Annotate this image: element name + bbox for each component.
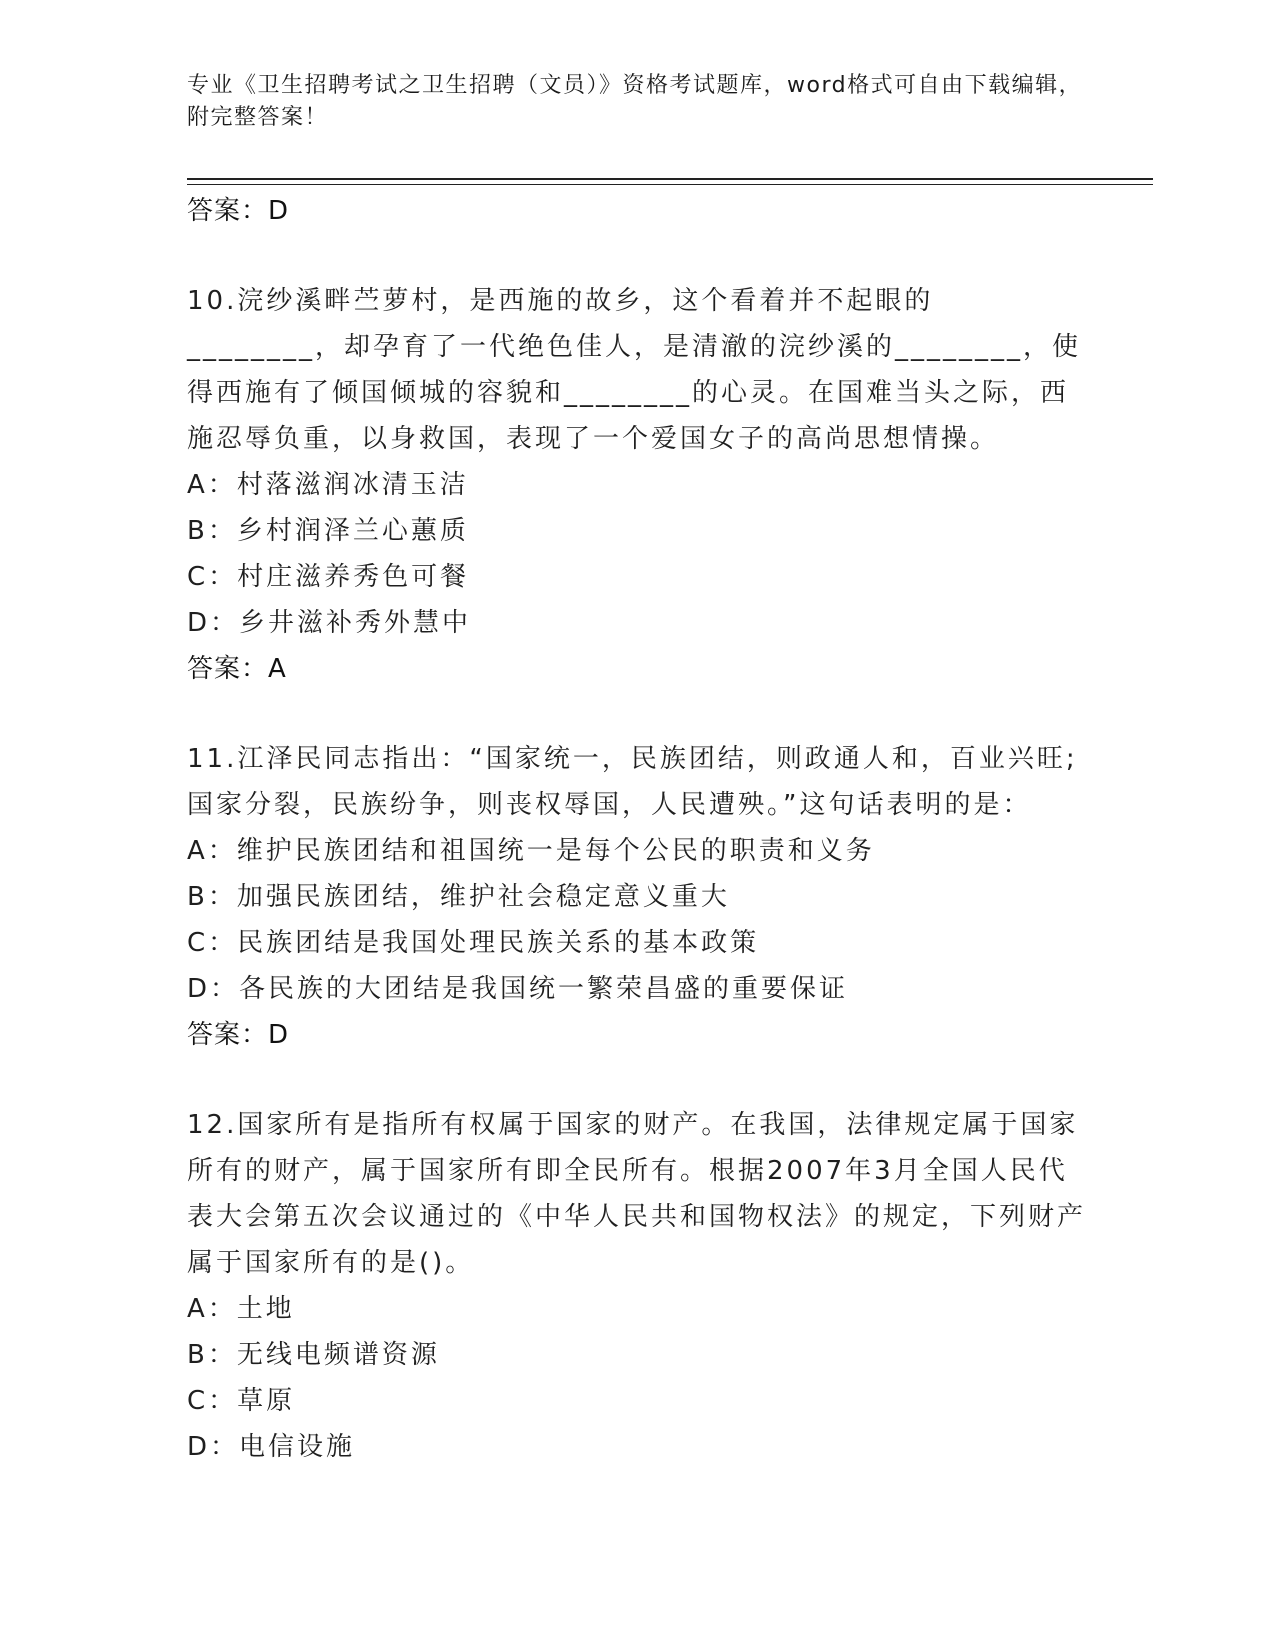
option-b: B：加强民族团结，维护社会稳定意义重大 bbox=[187, 882, 730, 912]
answer-label: 答案：D bbox=[187, 196, 290, 226]
answer-label: 答案：D bbox=[187, 1020, 290, 1050]
spacer bbox=[187, 1058, 1087, 1102]
question-text: 11.江泽民同志指出：“国家统一，民族团结，则政通人和，百业兴旺;国家分裂，民族纷争，则丧权辱国，人民遭殃。”这句话表明的是： bbox=[187, 744, 1078, 820]
question-block bbox=[187, 278, 1087, 692]
option-d: D：电信设施 bbox=[187, 1432, 356, 1462]
option-a: A：村落滋润冰清玉洁 bbox=[187, 470, 469, 500]
option-c: C：村庄滋养秀色可餐 bbox=[187, 562, 470, 592]
option-d: D：各民族的大团结是我国统一繁荣昌盛的重要保证 bbox=[187, 974, 849, 1004]
option-c: C：草原 bbox=[187, 1386, 296, 1416]
question-block bbox=[187, 736, 1087, 1058]
header-divider-thick bbox=[187, 178, 1153, 180]
option-d: D：乡井滋补秀外慧中 bbox=[187, 608, 472, 638]
option-b: B：乡村润泽兰心蕙质 bbox=[187, 516, 469, 546]
document-header: 专业《卫生招聘考试之卫生招聘（文员）》资格考试题库，word格式可自由下载编辑，附完整答案！ bbox=[187, 73, 1083, 130]
document-body bbox=[187, 188, 1087, 1470]
spacer bbox=[187, 692, 1087, 736]
option-b: B：无线电频谱资源 bbox=[187, 1340, 440, 1370]
answer-label: 答案：A bbox=[187, 654, 287, 684]
question-text: 12.国家所有是指所有权属于国家的财产。在我国，法律规定属于国家所有的财产，属于国家所有即全民所有。根据2007年3月全国人民代表大会第五次会议通过的《中华人民共和国物权法》的规定，下列财产属于国家所有的是()。 bbox=[187, 1110, 1087, 1278]
option-c: C：民族团结是我国处理民族关系的基本政策 bbox=[187, 928, 760, 958]
spacer bbox=[187, 234, 1087, 278]
question-block bbox=[187, 1102, 1087, 1470]
option-a: A：维护民族团结和祖国统一是每个公民的职责和义务 bbox=[187, 836, 875, 866]
question-text: 10.浣纱溪畔苎萝村，是西施的故乡，这个看着并不起眼的________，却孕育了一代绝色佳人，是清澈的浣纱溪的________，使得西施有了倾国倾城的容貌和________的心灵。在国难当头之际，西施忍辱负重，以身救国，表现了一个爱国女子的高尚思想情操。 bbox=[187, 286, 1082, 454]
header-divider-thin bbox=[187, 184, 1153, 185]
option-a: A：土地 bbox=[187, 1294, 295, 1324]
